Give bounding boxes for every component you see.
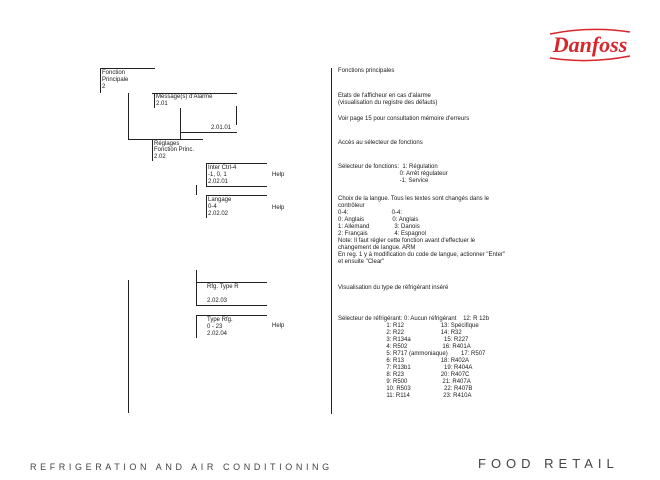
description-text: Sélecteur de fonctions: 1: Régulation 0: Arrêt régulateur -1: Service (338, 164, 448, 184)
box-line: Langage (208, 197, 232, 203)
help-label[interactable]: Help (272, 205, 285, 211)
box-line: Fonction Princ. (154, 147, 195, 153)
box-line: 0 - 23 (207, 324, 223, 330)
description-text: Voir page 15 pour consultation mémoire d'erreurs (338, 116, 470, 122)
box-line: 2 (102, 84, 106, 90)
menu-box-settings[interactable] (152, 139, 203, 161)
box-line: 2.02.01 (208, 179, 229, 185)
box-line: 2.01.01 (211, 125, 232, 131)
box-line: -1, 0, 1 (208, 172, 227, 178)
description-text: Accès au sélecteur de fonctions (338, 140, 423, 146)
connector (128, 280, 129, 412)
description-text: Fonctions principales (338, 68, 395, 74)
connector (196, 270, 197, 282)
menu-box-alarm-messages[interactable] (154, 93, 237, 108)
box-line: Inter Ctrl-4 (208, 165, 237, 171)
box-line: Fonction (102, 70, 126, 76)
box-line: 2.02.04 (207, 331, 228, 337)
help-label[interactable]: Help (272, 323, 285, 329)
column-divider (331, 68, 332, 414)
description-text: Visualisation du type de réfrigérant inséré (338, 285, 449, 291)
menu-box-refrigerant-type[interactable] (196, 315, 267, 338)
menu-box-refrigerant-display[interactable] (196, 282, 267, 306)
help-label[interactable]: Help (272, 172, 285, 178)
svg-text:Danfoss: Danfoss (552, 32, 628, 57)
footer-section: FOOD RETAIL (478, 456, 619, 471)
menu-box-main-switch[interactable] (206, 163, 267, 187)
box-line: Réglages (154, 141, 180, 147)
connector (196, 185, 197, 195)
menu-box-main-function[interactable] (100, 68, 155, 93)
box-line: 2.02 (154, 154, 166, 160)
connector (128, 139, 152, 140)
connector (180, 106, 181, 126)
footer-tagline: REFRIGERATION AND AIR CONDITIONING (30, 462, 333, 472)
box-line: 2.01 (156, 101, 168, 107)
menu-box-language[interactable] (206, 195, 267, 218)
menu-box-alarm-log[interactable] (180, 125, 237, 133)
box-line: Message(s) d'Alarme (156, 94, 213, 100)
connector (128, 412, 129, 413)
box-line: 2.02.02 (208, 211, 229, 217)
box-line: Type Rfg. (207, 317, 233, 323)
description-text: Sélecteur de réfrigérant: 0: Aucun réfrigérant 12: R 12b 1: R12 13: Spécifique 2: R22 14: R32 3: R134a 15: R227 4: R502 16: R401A 5: R717 (ammoniaque) 17: R507 6: R13 18: R402A 7: R13b1 19: R404A 8: R23 20: R407C 9: R500 21: R407A 10: R503 22: R407B 11: R114 23: R410A (338, 316, 490, 399)
danfoss-logo (540, 26, 640, 64)
box-line: Principale (102, 77, 129, 83)
box-line: 2.02.03 (207, 298, 228, 304)
box-line: 0-4 (208, 204, 217, 210)
box-line: Rfg. Type R (207, 284, 239, 290)
description-text: Choix de la langue. Tous les textes sont changés dans le contrôleur 0-4: 0-4: 0: Anglais 0: Anglais 1: Allemand 3: Danois 2: Français 4: Espagnol Note: Il faut régler cette fonction avant d'effectuer le changement de langue. ARM En reg. 1 y à modification du code de langue, actionner "Enter" et ensuite "Clear" (338, 196, 506, 265)
description-text: Etats de l'afficheur en cas d'alarme (visualisation du registre des défauts) (338, 93, 438, 106)
